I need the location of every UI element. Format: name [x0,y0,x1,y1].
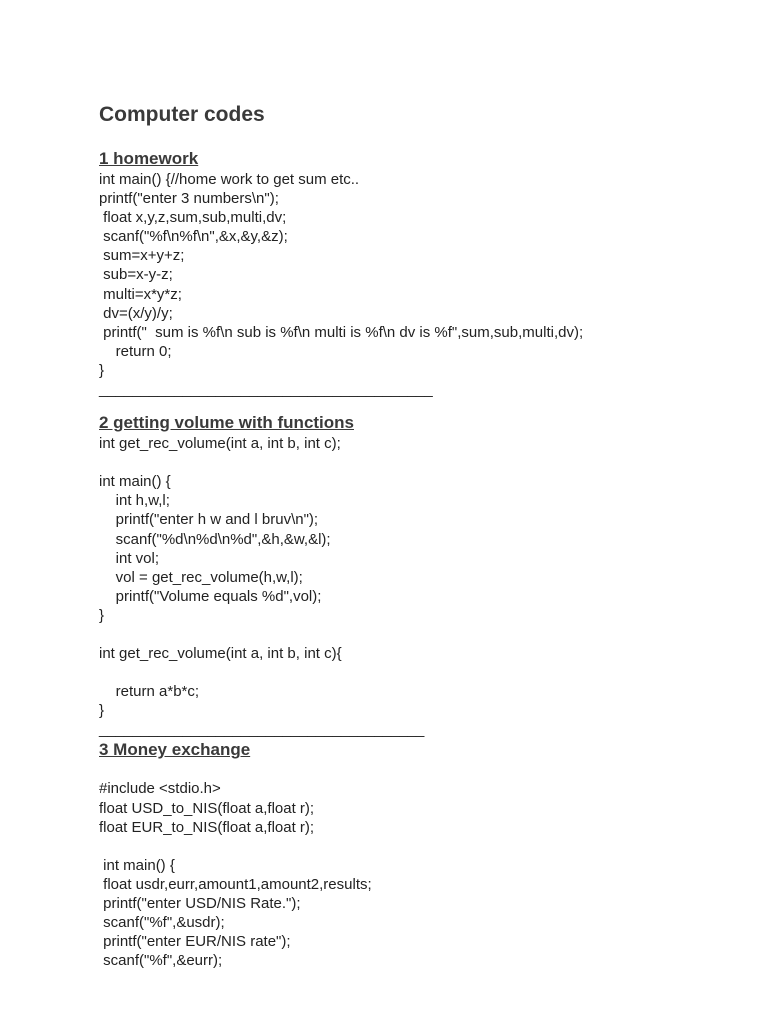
code-block: #include <stdio.h> float USD_to_NIS(float a,float r); float EUR_to_NIS(float a,float r); int main() { float usdr,eurr,amount1,amount2,results; printf("enter USD/NIS Rate."); scanf("%f",&usdr); printf("enter EUR/NIS rate"); scanf("%f",&eurr); [99,780,372,970]
code-block: int get_rec_volume(int a, int b, int c); int main() { int h,w,l; printf("enter h w and l bruv\n"); scanf("%d\n%d\n%d",&h,&w,&l); int vol; vol = get_rec_volume(h,w,l); printf("Volume equals %d",vol); } int get_rec_volume(int a, int b, int c){ return a*b*c; } [99,435,342,720]
document-title: Computer codes [99,103,265,126]
divider-line: ________________________________________ [99,381,433,399]
section-heading: 3 Money exchange [99,740,251,760]
section-homework [99,148,739,399]
spacer [99,761,739,779]
document-page [99,100,739,970]
section-heading: 2 getting volume with functions [99,413,354,433]
code-block: int main() {//home work to get sum etc.. printf("enter 3 numbers\n"); float x,y,z,sum,sub,multi,dv; scanf("%f\n%f\n",&x,&y,&z); sum=x+y+z; sub=x-y-z; multi=x*y*z; dv=(x/y)/y; printf(" sum is %f\n sub is %f\n multi is %f\n dv is %f",sum,sub,multi,dv); return 0; } [99,171,584,379]
divider-line: _______________________________________ [99,721,425,739]
section-money-exchange [99,739,739,970]
section-volume-functions [99,412,739,739]
section-heading: 1 homework [99,149,199,168]
